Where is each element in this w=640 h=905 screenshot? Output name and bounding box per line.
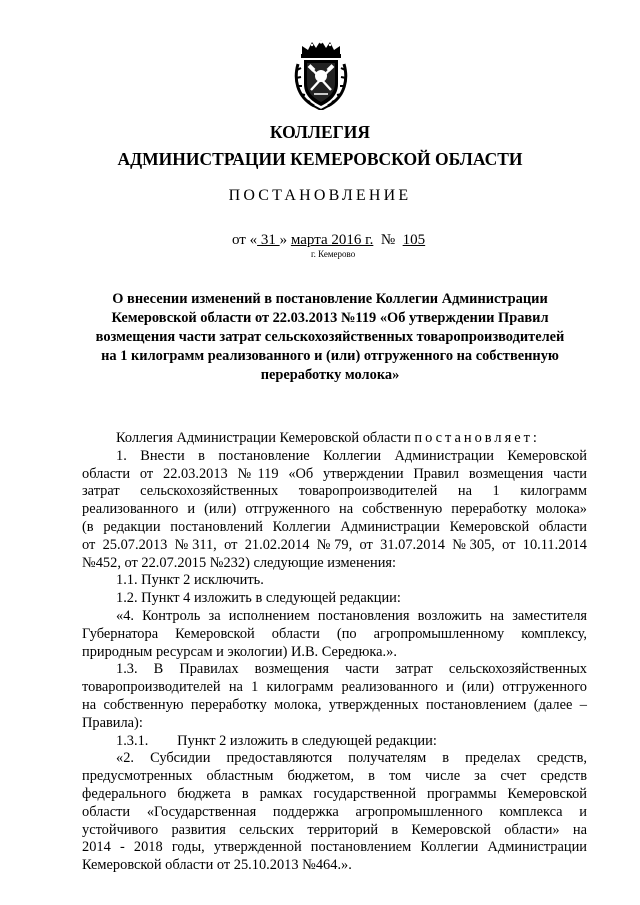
- date-prefix: от «: [232, 232, 258, 248]
- body-line: «2. Субсидии предоставляются получателям в пределах средств,: [116, 750, 587, 767]
- city: г. Кемерово: [311, 249, 356, 259]
- title-line: Кемеровской области от 22.03.2013 №119 «Об утверждении Правил: [111, 310, 549, 326]
- date-mid: »: [279, 232, 291, 248]
- org-title-line2: АДМИНИСТРАЦИИ КЕМЕРОВСКОЙ ОБЛАСТИ: [117, 149, 523, 169]
- body-line: от 25.07.2013 №311, от 21.02.2014 №79, от 31.07.2014 №305, от 10.11.2014: [82, 536, 587, 553]
- date-line: [232, 231, 425, 249]
- title-line: переработку молока»: [260, 367, 400, 383]
- body-line: 1.1. Пункт 2 исключить.: [116, 572, 264, 589]
- body-line: 1.3. В Правилах возмещения части затрат сельскохозяйственных: [116, 661, 587, 678]
- document-type: ПОСТАНОВЛЕНИЕ: [228, 187, 412, 204]
- date-day: 31: [257, 232, 280, 248]
- body-line: 1.2. Пункт 4 изложить в следующей редакции:: [116, 590, 401, 607]
- body-line: устойчивого развития сельских территорий в Кемеровской области» на: [82, 821, 587, 838]
- body-line: товаропроизводителей на 1 килограмм реализованного и (или) отгруженного: [82, 679, 587, 696]
- title-line: на 1 килограмм реализованного и (или) отгруженного на собственную: [101, 348, 559, 364]
- body-line: Коллегия Администрации Кемеровской области постановляет:: [116, 430, 540, 446]
- body-line: (в редакции постановлений Коллегии Администрации Кемеровской области: [82, 518, 587, 535]
- body-line: 2014 - 2018 годы, утвержденной постановлением Коллегии Администрации: [82, 839, 587, 856]
- kemerovo-coat-of-arms-icon: [294, 38, 348, 110]
- body-line: №452, от 22.07.2015 №232) следующие изменения:: [82, 554, 397, 571]
- document-number: 105: [402, 232, 426, 248]
- body-line: федерального бюджета в рамках государственной программы Кемеровской: [82, 785, 587, 802]
- document-title: [82, 290, 578, 385]
- org-title-line1: КОЛЛЕГИЯ: [269, 122, 371, 142]
- body-line: природным ресурсам и экологии) И.В. Середюка.».: [82, 643, 397, 660]
- number-sign: №: [380, 232, 396, 248]
- body-line: области «Государственная поддержка агропромышленного комплекса и: [82, 803, 587, 820]
- body-line: Губернатора Кемеровской области (по агропромышленному комплексу,: [82, 625, 587, 642]
- title-line: О внесении изменений в постановление Коллегии Администрации: [112, 291, 548, 307]
- body-line: Кемеровской области от 25.10.2013 №464.».: [82, 857, 352, 874]
- body-line: области от 22.03.2013 №119 «Об утверждении Правил возмещения части: [82, 465, 587, 482]
- body-line: 1.3.1. Пункт 2 изложить в следующей редакции:: [116, 732, 437, 749]
- body-line-spaced: постановляет:: [414, 430, 540, 446]
- body-line: Правила):: [82, 714, 143, 731]
- title-line: возмещения части затрат сельскохозяйственных товаропроизводителей: [95, 329, 565, 345]
- document-body: [82, 430, 587, 875]
- body-line: «4. Контроль за исполнением постановления возложить на заместителя: [116, 607, 587, 624]
- body-line: затрат сельскохозяйственных товаропроизводителей на 1 килограмм: [82, 483, 587, 500]
- body-line: на собственную переработку молока, утвержденных постановлением (далее –: [82, 696, 587, 713]
- body-line: реализованного и (или) отгруженного на собственную переработку молока»: [82, 501, 587, 518]
- body-line: предусмотренных областным бюджетом, в том числе за счет средств: [82, 768, 587, 785]
- date-month-year: марта 2016 г.: [290, 232, 374, 248]
- body-line: 1. Внести в постановление Коллегии Администрации Кемеровской: [116, 447, 587, 464]
